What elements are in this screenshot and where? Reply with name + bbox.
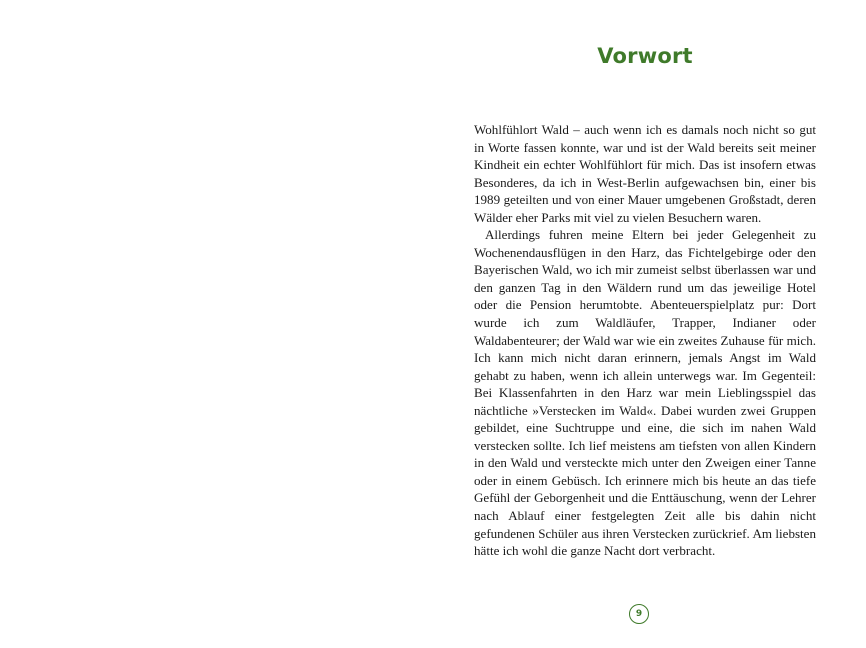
paragraph-2: Allerdings fuhren meine Eltern bei jeder Gelegenheit zu Wochenendausflügen in den Harz, das Fichtelgebirge oder den Bayerischen Wald, wo ich mir zumeist selbst überlassen war und den ganzen Tag in den Wäldern rund um das jeweilige Hotel oder die Pension herumtobte. Abenteuerspielplatz pur: Dort wurde ich zum Waldläufer, Trapper, Indianer oder Waldabenteurer; der Wald war wie ein zweites Zuhause für mich. Ich kann mich nicht daran erinnern, jemals Angst im Wald gehabt zu haben, wenn ich allein unterwegs war. Im Gegenteil: Bei Klassenfahrten in den Harz war mein Lieblingsspiel das nächtliche »Verstecken im Wald«. Dabei wurden zwei Gruppen gebildet, eine Suchtruppe und eine, die sich im nahen Wald verstecken sollte. Ich lief meistens am tiefsten von allen Kindern in den Wald und versteckte mich unter den Zweigen einer Tanne oder in einem Gebüsch. Ich erinnere mich bis heute an das tiefe Gefühl der Geborgenheit und die Enttäuschung, wenn der Lehrer nach Ablauf einer festgelegten Zeit alle bis dahin nicht gefundenen Schüler aus ihren Verstecken zurückrief. Am liebsten hätte ich wohl die ganze Nacht dort verbracht. bbox=[474, 227, 816, 559]
body-text bbox=[474, 121, 816, 560]
paragraph-1: Wohlfühlort Wald – auch wenn ich es damals noch nicht so gut in Worte fassen konnte, war und ist der Wald bereits seit meiner Kindheit ein echter Wohlfühlort für mich. Das ist insofern etwas Besonderes, da ich in West-Berlin aufgewachsen bin, einer bis 1989 geteilten und von einer Mauer umgebenen Großstadt, deren Wälder eher Parks mit viel zu vielen Besuchern waren. bbox=[474, 122, 816, 225]
page-number-badge bbox=[629, 604, 649, 624]
right-page bbox=[433, 0, 866, 648]
chapter-title: Vorwort bbox=[597, 44, 693, 68]
page-number: 9 bbox=[635, 609, 643, 619]
